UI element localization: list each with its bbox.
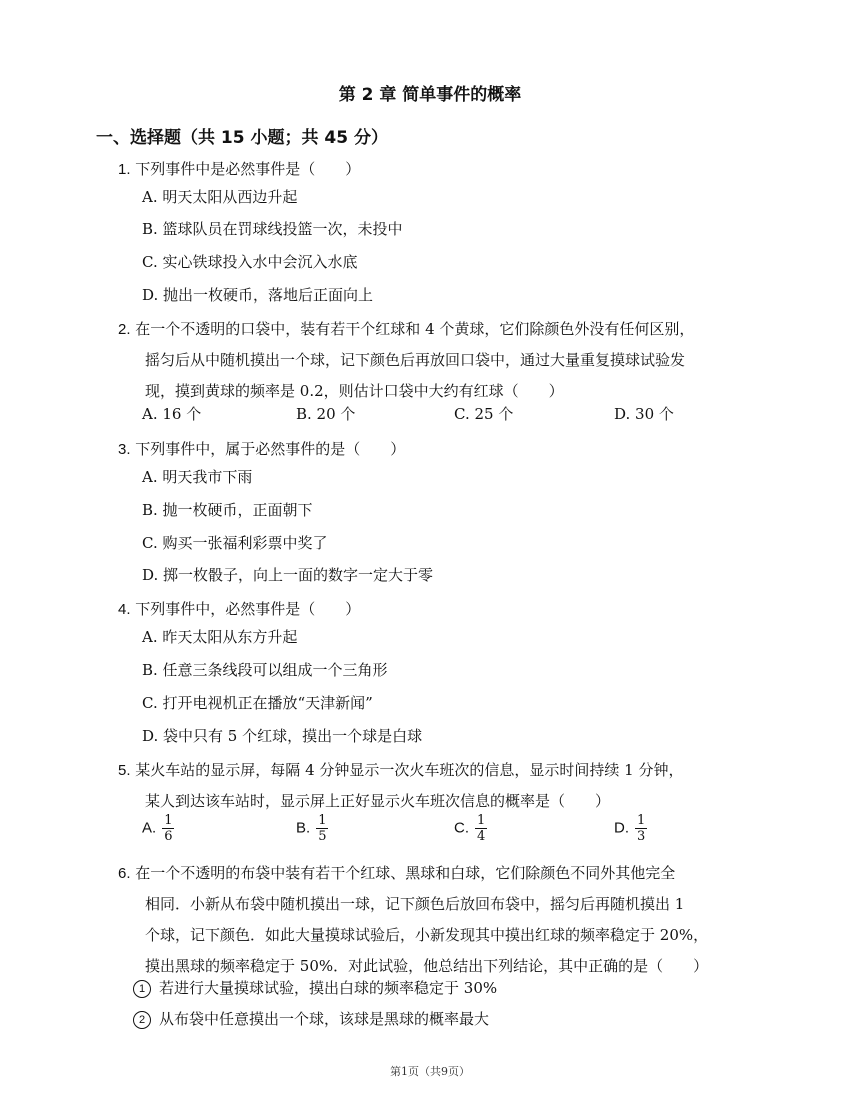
question-2 — [118, 314, 798, 407]
numerator: 1 — [637, 813, 646, 828]
statement-2 — [133, 1008, 489, 1030]
statement-1 — [133, 977, 497, 999]
option-c: C. 打开电视机正在播放“天津新闻” — [142, 694, 373, 712]
option-c: C. 实心铁球投入水中会沉入水底 — [142, 253, 358, 271]
option-d: D. 袋中只有 5 个红球，摸出一个球是白球 — [142, 727, 423, 745]
circled-number: 1 — [133, 980, 151, 998]
question-stem-line-4: 摸出黑球的频率稳定于 50%．对此试验，他总结出下列结论，其中正确的是（ ） — [145, 957, 709, 975]
question-stem: 下列事件中，属于必然事件的是（ ） — [135, 440, 406, 458]
option-d: D. 抛出一枚硬币，落地后正面向上 — [142, 286, 374, 304]
denominator: 4 — [477, 829, 486, 844]
numerator: 1 — [164, 813, 173, 828]
option-c: C. 购买一张福利彩票中奖了 — [142, 534, 328, 552]
option-letter: C. — [454, 819, 469, 837]
option-c: C. 25 个 — [454, 405, 514, 423]
option-b: B. 任意三条线段可以组成一个三角形 — [142, 661, 388, 679]
question-stem: 下列事件中是必然事件是（ ） — [135, 160, 361, 178]
statement-text: 从布袋中任意摸出一个球，该球是黑球的概率最大 — [159, 1010, 490, 1028]
statement-text: 若进行大量摸球试验，摸出白球的频率稳定于 30% — [159, 979, 498, 997]
option-a: A. 明天我市下雨 — [142, 468, 253, 486]
question-stem-line-1: 在一个不透明的口袋中，装有若干个红球和 4 个黄球，它们除颜色外没有任何区别， — [135, 320, 695, 338]
question-stem: 下列事件中，必然事件是（ ） — [135, 600, 361, 618]
question-number: 3. — [118, 441, 131, 458]
option-letter: B. — [296, 819, 311, 837]
denominator: 5 — [318, 829, 327, 844]
question-number: 4. — [118, 601, 131, 618]
question-stem-line-2: 某人到达该车站时，显示屏上正好显示火车班次信息的概率是（ ） — [145, 792, 611, 810]
question-4 — [118, 594, 778, 625]
page-title: 第 2 章 简单事件的概率 — [338, 85, 522, 105]
option-d: D. 掷一枚骰子，向上一面的数字一定大于零 — [142, 566, 434, 584]
option-b: B. 20 个 — [296, 405, 356, 423]
option-letter: A. — [142, 819, 157, 837]
question-stem-line-1: 某火车站的显示屏，每隔 4 分钟显示一次火车班次的信息，显示时间持续 1 分钟， — [135, 761, 684, 779]
fraction — [475, 813, 487, 844]
numerator: 1 — [318, 813, 327, 828]
question-6 — [118, 858, 798, 982]
option-b: B. 抛一枚硬币，正面朝下 — [142, 501, 313, 519]
option-d — [614, 813, 647, 844]
question-stem-line-3: 个球，记下颜色．如此大量摸球试验后，小新发现其中摸出红球的频率稳定于 20%， — [145, 926, 709, 944]
option-a: A. 16 个 — [142, 405, 202, 423]
option-d: D. 30 个 — [614, 405, 674, 423]
option-a: A. 昨天太阳从东方升起 — [142, 628, 298, 646]
question-number: 6. — [118, 865, 131, 882]
option-b — [296, 813, 328, 844]
fraction — [316, 813, 328, 844]
question-stem-line-2: 摇匀后从中随机摸出一个球，记下颜色后再放回口袋中，通过大量重复摸球试验发 — [145, 351, 686, 369]
question-stem-line-2: 相同．小新从布袋中随机摸出一球，记下颜色后放回布袋中，摇匀后再随机摸出 1 — [145, 895, 685, 913]
question-1 — [118, 154, 778, 185]
question-number: 2. — [118, 321, 131, 338]
question-3 — [118, 434, 778, 465]
denominator: 6 — [164, 829, 173, 844]
numerator: 1 — [477, 813, 486, 828]
fraction — [635, 813, 647, 844]
section-title: 一、选择题（共 15 小题；共 45 分） — [96, 128, 388, 148]
option-a — [142, 813, 174, 844]
question-stem-line-1: 在一个不透明的布袋中装有若干个红球、黑球和白球，它们除颜色不同外其他完全 — [135, 864, 676, 882]
circled-number: 2 — [133, 1011, 151, 1029]
option-b: B. 篮球队员在罚球线投篮一次，未投中 — [142, 220, 403, 238]
page-footer: 第1页（共9页） — [390, 1065, 470, 1078]
option-c — [454, 813, 487, 844]
denominator: 3 — [637, 829, 646, 844]
question-5 — [118, 755, 798, 817]
question-number: 1. — [118, 161, 131, 178]
question-stem-line-3: 现，摸到黄球的频率是 0.2，则估计口袋中大约有红球（ ） — [145, 382, 564, 400]
fraction — [162, 813, 174, 844]
option-letter: D. — [614, 819, 629, 837]
question-number: 5. — [118, 762, 131, 779]
option-a: A. 明天太阳从西边升起 — [142, 188, 298, 206]
